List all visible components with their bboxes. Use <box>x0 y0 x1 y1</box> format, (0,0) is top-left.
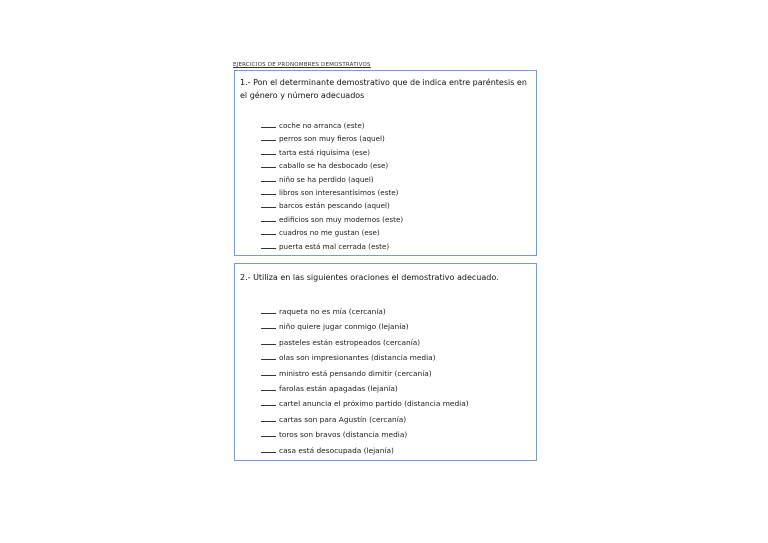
answer-blank <box>261 436 276 437</box>
page-title: EJERCICIOS DE PRONOMBRES DEMOSTRATIVOS <box>233 62 371 68</box>
item-text: casa está desocupada (lejanía) <box>279 445 394 455</box>
answer-blank <box>261 154 276 155</box>
answer-blank <box>261 421 276 422</box>
answer-blank <box>261 390 276 391</box>
exercise-1-item <box>261 226 403 239</box>
exercise-2-item <box>261 319 469 334</box>
exercise-2-item <box>261 427 469 442</box>
answer-blank <box>261 194 276 195</box>
item-text: olas son impresionantes (distancia media) <box>279 353 436 363</box>
exercise-2-instruction: 2.- Utiliza en las siguientes oraciones el demostrativo adecuado. <box>240 273 499 282</box>
answer-blank <box>261 375 276 376</box>
answer-blank <box>261 167 276 168</box>
item-text: libros son interesantísimos (este) <box>279 187 399 197</box>
item-text: farolas están apagadas (lejanía) <box>279 383 398 393</box>
exercise-2-item <box>261 335 469 350</box>
exercise-2-item <box>261 304 469 319</box>
item-text: caballo se ha desbocado (ese) <box>279 161 389 171</box>
exercise-1-item <box>261 146 403 159</box>
exercise-1-item <box>261 159 403 172</box>
answer-blank <box>261 452 276 453</box>
answer-blank <box>261 344 276 345</box>
item-text: niño quiere jugar conmigo (lejanía) <box>279 322 409 332</box>
answer-blank <box>261 328 276 329</box>
exercise-1-item <box>261 199 403 212</box>
exercise-2-box <box>234 263 537 461</box>
item-text: ministro está pensando dimitir (cercanía) <box>279 368 432 378</box>
item-text: niño se ha perdido (aquel) <box>279 174 374 184</box>
exercise-2-item <box>261 412 469 427</box>
exercise-1-box <box>234 70 537 256</box>
item-text: edificios son muy modernos (este) <box>279 214 404 224</box>
item-text: barcos están pescando (aquel) <box>279 201 390 211</box>
item-text: raqueta no es mía (cercanía) <box>279 307 386 316</box>
exercise-1-item <box>261 173 403 186</box>
item-text: cartas son para Agustín (cercanía) <box>279 414 407 424</box>
exercise-1-item <box>261 119 403 132</box>
exercise-1-list <box>261 119 403 253</box>
answer-blank <box>261 127 276 128</box>
answer-blank <box>261 207 276 208</box>
answer-blank <box>261 359 276 360</box>
answer-blank <box>261 248 276 249</box>
item-text: cuadros no me gustan (ese) <box>279 228 380 238</box>
item-text: tarta está riquísima (ese) <box>279 147 371 157</box>
item-text: toros son bravos (distancia media) <box>279 430 408 440</box>
item-text: cartel anuncia el próximo partido (distancia media) <box>279 399 469 409</box>
item-text: puerta está mal cerrada (este) <box>279 241 390 251</box>
exercise-1-item <box>261 240 403 253</box>
exercise-2-item <box>261 366 469 381</box>
exercise-1-item <box>261 213 403 226</box>
item-text: coche no arranca (este) <box>279 121 365 130</box>
item-text: perros son muy fieros (aquel) <box>279 134 385 144</box>
exercise-2-item <box>261 381 469 396</box>
exercise-2-item <box>261 443 469 458</box>
answer-blank <box>261 221 276 222</box>
exercise-1-item <box>261 132 403 145</box>
exercise-2-item <box>261 350 469 365</box>
exercise-1-instruction: 1.- Pon el determinante demostrativo que de indica entre paréntesis en el género y número adecuados <box>240 78 527 100</box>
exercise-1-item <box>261 186 403 199</box>
answer-blank <box>261 405 276 406</box>
exercise-2-list <box>261 304 469 458</box>
answer-blank <box>261 313 276 314</box>
answer-blank <box>261 234 276 235</box>
exercise-2-item <box>261 396 469 411</box>
item-text: pasteles están estropeados (cercanía) <box>279 337 421 347</box>
answer-blank <box>261 140 276 141</box>
answer-blank <box>261 181 276 182</box>
